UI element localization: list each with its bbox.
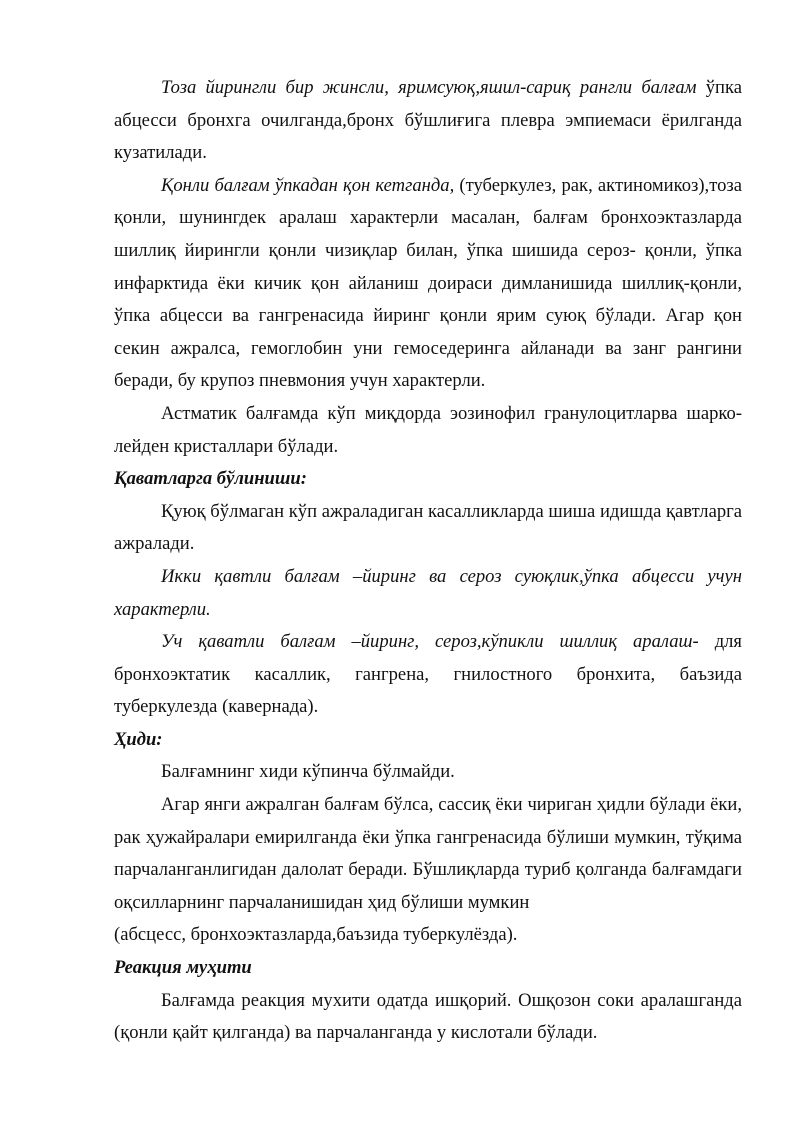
text-run: Балғамнинг хиди кўпинча бўлмайди. [161,761,455,783]
paragraph-odor-intro [114,756,742,789]
paragraph-two-layer [114,561,742,626]
italic-run: Икки қавтли балғам –йиринг ва сероз суюқлик,ўпка абцесси учун характерли. [114,565,742,620]
paragraph-pure-pus-sputum [114,72,742,170]
text-run: ўпка абцесси бронхга очилганда,бронх бўшлиғига плевра эмпиемаси ёрилганда кузатилади. [114,77,742,164]
paragraph-asthmatic-sputum [114,398,742,463]
italic-run: Уч қаватли балғам –йиринг, сероз,кўпикли шиллиқ аралаш- [161,631,699,653]
paragraph-bloody-sputum [114,170,742,398]
heading-layers: Қаватларга бўлиниши: [114,468,307,490]
document-page [114,72,742,1050]
text-run: (абсцесс, бронхоэктазларда,баъзида туберкулёзда). [114,924,518,946]
paragraph-three-layer [114,626,742,724]
text-run: Балғамда реакция мухити одатда ишқорий. Ошқозон соки аралашганда (қонли қайт қилганда) ва парчаланганда у кислотали бўлади. [114,989,742,1044]
text-run: Қуюқ бўлмаган кўп ажраладиган касалликларда шиша идишда қавтларга ажралади. [114,500,742,555]
text-run: (туберкулез, рак, актиномикоз),тоза қонли, шунингдек аралаш характерли масалан, балғам бронхоэктазларда шиллиқ йирингли қонли чизиқлар билан, ўпка шишида сероз- қонли, ўпка инфарктида ёки кичик қон айланиш доираси димланишида шиллиқ-қонли, ўпка абцесси ва гангренасида йиринг қонли ярим суюқ бўлади. Агар қон секин ажралса, гемоглобин уни гемоседеринга айланади ва занг рангини беради, бу крупоз пневмония учун характерли. [114,174,742,392]
text-run: Агар янги ажралган балғам бўлса, сассиқ ёки чириган ҳидли бўлади ёки, рак ҳужайралари емирилганда ёки ўпка гангренасида бўлиши мумкин, тўқима парчаланганлигидан далолат беради. Бўшлиқларда туриб қолганда балғамдаги оқсилларнинг парчаланишидан ҳид бўлиши мумкин [114,794,742,913]
text-run: для бронхоэктатик касаллик, гангрена, гнилостного бронхита, баъзида туберкулезда (кавернада). [114,631,742,718]
italic-run: Қонли балғам ўпкадан қон кетганда, [161,174,455,196]
paragraph-layers-intro [114,496,742,561]
text-run: Астматик балғамда кўп миқдорда эозинофил гранулоцитларва шарко-лейден кристаллари бўлади. [114,402,742,457]
paragraph-reaction [114,985,742,1050]
paragraph-odor-detail [114,789,742,919]
heading-reaction: Реакция муҳити [114,957,252,979]
paragraph-odor-examples [114,919,742,952]
heading-odor: Ҳиди: [114,728,163,750]
italic-run: Тоза йирингли бир жинсли, яримсуюқ,яшил-сариқ рангли балғам [161,77,697,98]
